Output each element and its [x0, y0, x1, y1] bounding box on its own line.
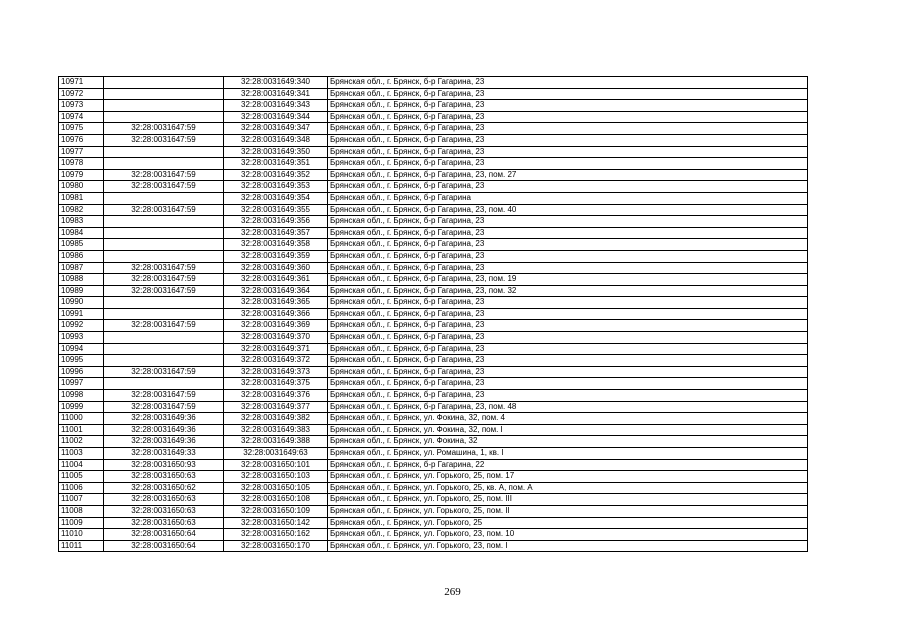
source-cadastral-number-cell	[104, 146, 224, 158]
row-number-cell: 10994	[59, 343, 104, 355]
cadastral-number-cell: 32:28:0031649:351	[224, 158, 328, 170]
source-cadastral-number-cell: 32:28:0031649:36	[104, 424, 224, 436]
cadastral-number-cell: 32:28:0031649:355	[224, 204, 328, 216]
address-cell: Брянская обл., г. Брянск, б-р Гагарина, 23, пом. 27	[328, 169, 808, 181]
row-number-cell: 11004	[59, 459, 104, 471]
cadastral-number-cell: 32:28:0031649:383	[224, 424, 328, 436]
table-row	[59, 250, 808, 262]
source-cadastral-number-cell: 32:28:0031649:36	[104, 436, 224, 448]
source-cadastral-number-cell: 32:28:0031647:59	[104, 401, 224, 413]
source-cadastral-number-cell: 32:28:0031647:59	[104, 134, 224, 146]
source-cadastral-number-cell: 32:28:0031650:64	[104, 540, 224, 552]
table-row	[59, 308, 808, 320]
table-row	[59, 204, 808, 216]
address-cell: Брянская обл., г. Брянск, б-р Гагарина, 23	[328, 355, 808, 367]
row-number-cell: 10977	[59, 146, 104, 158]
address-cell: Брянская обл., г. Брянск, б-р Гагарина	[328, 192, 808, 204]
row-number-cell: 10971	[59, 77, 104, 89]
cadastral-number-cell: 32:28:0031649:382	[224, 413, 328, 425]
row-number-cell: 10993	[59, 332, 104, 344]
table-row	[59, 343, 808, 355]
source-cadastral-number-cell: 32:28:0031647:59	[104, 274, 224, 286]
source-cadastral-number-cell	[104, 88, 224, 100]
row-number-cell: 11006	[59, 482, 104, 494]
cadastral-number-cell: 32:28:0031649:376	[224, 390, 328, 402]
cadastral-number-cell: 32:28:0031649:373	[224, 366, 328, 378]
cadastral-number-cell: 32:28:0031650:103	[224, 471, 328, 483]
table-row	[59, 181, 808, 193]
address-cell: Брянская обл., г. Брянск, б-р Гагарина, 23	[328, 332, 808, 344]
address-cell: Брянская обл., г. Брянск, б-р Гагарина, 23	[328, 227, 808, 239]
cadastral-number-cell: 32:28:0031649:360	[224, 262, 328, 274]
cadastral-number-cell: 32:28:0031649:358	[224, 239, 328, 251]
cadastral-number-cell: 32:28:0031649:365	[224, 297, 328, 309]
source-cadastral-number-cell	[104, 250, 224, 262]
cadastral-number-cell: 32:28:0031649:344	[224, 111, 328, 123]
table-row	[59, 529, 808, 541]
table-row	[59, 88, 808, 100]
address-cell: Брянская обл., г. Брянск, б-р Гагарина, 23	[328, 77, 808, 89]
row-number-cell: 10978	[59, 158, 104, 170]
cadastral-number-cell: 32:28:0031649:353	[224, 181, 328, 193]
address-cell: Брянская обл., г. Брянск, б-р Гагарина, 23	[328, 262, 808, 274]
address-cell: Брянская обл., г. Брянск, б-р Гагарина, 23	[328, 111, 808, 123]
address-cell: Брянская обл., г. Брянск, ул. Горького, 25, пом. III	[328, 494, 808, 506]
cadastral-number-cell: 32:28:0031649:364	[224, 285, 328, 297]
cadastral-registry-table	[58, 76, 808, 552]
source-cadastral-number-cell	[104, 332, 224, 344]
table-row	[59, 517, 808, 529]
address-cell: Брянская обл., г. Брянск, ул. Фокина, 32, пом. I	[328, 424, 808, 436]
row-number-cell: 10985	[59, 239, 104, 251]
address-cell: Брянская обл., г. Брянск, б-р Гагарина, 23	[328, 343, 808, 355]
table-row	[59, 285, 808, 297]
row-number-cell: 10987	[59, 262, 104, 274]
address-cell: Брянская обл., г. Брянск, б-р Гагарина, 23	[328, 100, 808, 112]
row-number-cell: 10973	[59, 100, 104, 112]
row-number-cell: 10998	[59, 390, 104, 402]
row-number-cell: 10974	[59, 111, 104, 123]
registry-table-body	[59, 77, 808, 552]
source-cadastral-number-cell	[104, 192, 224, 204]
row-number-cell: 10990	[59, 297, 104, 309]
source-cadastral-number-cell	[104, 308, 224, 320]
address-cell: Брянская обл., г. Брянск, б-р Гагарина, 23	[328, 181, 808, 193]
table-row	[59, 390, 808, 402]
table-row	[59, 424, 808, 436]
cadastral-number-cell: 32:28:0031649:63	[224, 448, 328, 460]
source-cadastral-number-cell	[104, 239, 224, 251]
address-cell: Брянская обл., г. Брянск, б-р Гагарина, 23	[328, 366, 808, 378]
source-cadastral-number-cell	[104, 378, 224, 390]
row-number-cell: 11001	[59, 424, 104, 436]
source-cadastral-number-cell	[104, 227, 224, 239]
cadastral-number-cell: 32:28:0031649:350	[224, 146, 328, 158]
address-cell: Брянская обл., г. Брянск, ул. Ромашина, 1, кв. I	[328, 448, 808, 460]
row-number-cell: 10984	[59, 227, 104, 239]
cadastral-number-cell: 32:28:0031650:108	[224, 494, 328, 506]
address-cell: Брянская обл., г. Брянск, б-р Гагарина, 23, пом. 32	[328, 285, 808, 297]
address-cell: Брянская обл., г. Брянск, б-р Гагарина, 23	[328, 320, 808, 332]
row-number-cell: 11008	[59, 505, 104, 517]
cadastral-number-cell: 32:28:0031650:170	[224, 540, 328, 552]
cadastral-number-cell: 32:28:0031649:341	[224, 88, 328, 100]
cadastral-number-cell: 32:28:0031649:352	[224, 169, 328, 181]
cadastral-number-cell: 32:28:0031649:366	[224, 308, 328, 320]
address-cell: Брянская обл., г. Брянск, б-р Гагарина, 23, пом. 19	[328, 274, 808, 286]
cadastral-number-cell: 32:28:0031649:377	[224, 401, 328, 413]
table-row	[59, 459, 808, 471]
table-row	[59, 100, 808, 112]
cadastral-number-cell: 32:28:0031649:354	[224, 192, 328, 204]
row-number-cell: 11002	[59, 436, 104, 448]
cadastral-number-cell: 32:28:0031649:357	[224, 227, 328, 239]
source-cadastral-number-cell	[104, 77, 224, 89]
table-row	[59, 192, 808, 204]
table-row	[59, 378, 808, 390]
table-row	[59, 332, 808, 344]
address-cell: Брянская обл., г. Брянск, ул. Фокина, 32, пом. 4	[328, 413, 808, 425]
table-row	[59, 158, 808, 170]
source-cadastral-number-cell	[104, 158, 224, 170]
address-cell: Брянская обл., г. Брянск, б-р Гагарина, 23	[328, 239, 808, 251]
address-cell: Брянская обл., г. Брянск, б-р Гагарина, 23	[328, 123, 808, 135]
source-cadastral-number-cell	[104, 111, 224, 123]
cadastral-number-cell: 32:28:0031649:343	[224, 100, 328, 112]
page-number: 269	[444, 586, 461, 598]
source-cadastral-number-cell: 32:28:0031647:59	[104, 285, 224, 297]
row-number-cell: 10986	[59, 250, 104, 262]
cadastral-number-cell: 32:28:0031649:359	[224, 250, 328, 262]
table-row	[59, 239, 808, 251]
row-number-cell: 11010	[59, 529, 104, 541]
address-cell: Брянская обл., г. Брянск, ул. Горького, 25, пом. 17	[328, 471, 808, 483]
source-cadastral-number-cell: 32:28:0031650:63	[104, 517, 224, 529]
table-row	[59, 123, 808, 135]
row-number-cell: 10997	[59, 378, 104, 390]
address-cell: Брянская обл., г. Брянск, б-р Гагарина, 23	[328, 216, 808, 228]
row-number-cell: 11011	[59, 540, 104, 552]
row-number-cell: 10982	[59, 204, 104, 216]
table-row	[59, 436, 808, 448]
row-number-cell: 10992	[59, 320, 104, 332]
address-cell: Брянская обл., г. Брянск, ул. Горького, 25, кв. А, пом. А	[328, 482, 808, 494]
address-cell: Брянская обл., г. Брянск, б-р Гагарина, 23	[328, 146, 808, 158]
source-cadastral-number-cell: 32:28:0031647:59	[104, 366, 224, 378]
address-cell: Брянская обл., г. Брянск, б-р Гагарина, 23	[328, 250, 808, 262]
address-cell: Брянская обл., г. Брянск, ул. Горького, 25	[328, 517, 808, 529]
row-number-cell: 10991	[59, 308, 104, 320]
table-row	[59, 320, 808, 332]
table-row	[59, 146, 808, 158]
row-number-cell: 11007	[59, 494, 104, 506]
cadastral-number-cell: 32:28:0031650:142	[224, 517, 328, 529]
source-cadastral-number-cell: 32:28:0031647:59	[104, 204, 224, 216]
address-cell: Брянская обл., г. Брянск, б-р Гагарина, 23	[328, 158, 808, 170]
table-row	[59, 413, 808, 425]
table-row	[59, 216, 808, 228]
table-row	[59, 366, 808, 378]
cadastral-number-cell: 32:28:0031649:340	[224, 77, 328, 89]
address-cell: Брянская обл., г. Брянск, ул. Горького, 23, пом. 10	[328, 529, 808, 541]
cadastral-number-cell: 32:28:0031650:109	[224, 505, 328, 517]
table-row	[59, 494, 808, 506]
cadastral-number-cell: 32:28:0031649:370	[224, 332, 328, 344]
row-number-cell: 10976	[59, 134, 104, 146]
address-cell: Брянская обл., г. Брянск, ул. Горького, 23, пом. I	[328, 540, 808, 552]
row-number-cell: 11000	[59, 413, 104, 425]
row-number-cell: 10983	[59, 216, 104, 228]
row-number-cell: 11003	[59, 448, 104, 460]
table-row	[59, 471, 808, 483]
table-row	[59, 111, 808, 123]
source-cadastral-number-cell	[104, 216, 224, 228]
address-cell: Брянская обл., г. Брянск, б-р Гагарина, 23	[328, 297, 808, 309]
source-cadastral-number-cell	[104, 355, 224, 367]
table-row	[59, 274, 808, 286]
address-cell: Брянская обл., г. Брянск, б-р Гагарина, 23	[328, 134, 808, 146]
table-row	[59, 540, 808, 552]
table-row	[59, 505, 808, 517]
source-cadastral-number-cell: 32:28:0031647:59	[104, 181, 224, 193]
row-number-cell: 10995	[59, 355, 104, 367]
source-cadastral-number-cell: 32:28:0031647:59	[104, 169, 224, 181]
source-cadastral-number-cell: 32:28:0031650:63	[104, 471, 224, 483]
address-cell: Брянская обл., г. Брянск, б-р Гагарина, 23	[328, 88, 808, 100]
table-row	[59, 448, 808, 460]
table-row	[59, 401, 808, 413]
row-number-cell: 10979	[59, 169, 104, 181]
source-cadastral-number-cell: 32:28:0031647:59	[104, 262, 224, 274]
address-cell: Брянская обл., г. Брянск, ул. Фокина, 32	[328, 436, 808, 448]
table-row	[59, 262, 808, 274]
row-number-cell: 10988	[59, 274, 104, 286]
address-cell: Брянская обл., г. Брянск, б-р Гагарина, 23	[328, 308, 808, 320]
cadastral-number-cell: 32:28:0031649:371	[224, 343, 328, 355]
source-cadastral-number-cell: 32:28:0031647:59	[104, 390, 224, 402]
table-row	[59, 169, 808, 181]
source-cadastral-number-cell: 32:28:0031650:63	[104, 494, 224, 506]
table-row	[59, 355, 808, 367]
row-number-cell: 10980	[59, 181, 104, 193]
row-number-cell: 10981	[59, 192, 104, 204]
source-cadastral-number-cell: 32:28:0031650:63	[104, 505, 224, 517]
row-number-cell: 11005	[59, 471, 104, 483]
row-number-cell: 11009	[59, 517, 104, 529]
source-cadastral-number-cell: 32:28:0031649:33	[104, 448, 224, 460]
cadastral-number-cell: 32:28:0031650:162	[224, 529, 328, 541]
cadastral-number-cell: 32:28:0031649:372	[224, 355, 328, 367]
cadastral-number-cell: 32:28:0031650:105	[224, 482, 328, 494]
address-cell: Брянская обл., г. Брянск, б-р Гагарина, 23	[328, 378, 808, 390]
table-row	[59, 227, 808, 239]
source-cadastral-number-cell	[104, 100, 224, 112]
row-number-cell: 10972	[59, 88, 104, 100]
table-row	[59, 297, 808, 309]
cadastral-number-cell: 32:28:0031649:356	[224, 216, 328, 228]
cadastral-number-cell: 32:28:0031649:348	[224, 134, 328, 146]
address-cell: Брянская обл., г. Брянск, б-р Гагарина, 23, пом. 40	[328, 204, 808, 216]
source-cadastral-number-cell	[104, 343, 224, 355]
source-cadastral-number-cell: 32:28:0031647:59	[104, 123, 224, 135]
source-cadastral-number-cell: 32:28:0031650:93	[104, 459, 224, 471]
address-cell: Брянская обл., г. Брянск, б-р Гагарина, 22	[328, 459, 808, 471]
cadastral-number-cell: 32:28:0031649:361	[224, 274, 328, 286]
table-row	[59, 134, 808, 146]
source-cadastral-number-cell	[104, 297, 224, 309]
cadastral-number-cell: 32:28:0031649:375	[224, 378, 328, 390]
row-number-cell: 10996	[59, 366, 104, 378]
table-row	[59, 482, 808, 494]
cadastral-number-cell: 32:28:0031649:388	[224, 436, 328, 448]
cadastral-number-cell: 32:28:0031649:347	[224, 123, 328, 135]
source-cadastral-number-cell: 32:28:0031647:59	[104, 320, 224, 332]
source-cadastral-number-cell: 32:28:0031649:36	[104, 413, 224, 425]
cadastral-number-cell: 32:28:0031650:101	[224, 459, 328, 471]
table-row	[59, 77, 808, 89]
address-cell: Брянская обл., г. Брянск, б-р Гагарина, 23, пом. 48	[328, 401, 808, 413]
source-cadastral-number-cell: 32:28:0031650:64	[104, 529, 224, 541]
row-number-cell: 10999	[59, 401, 104, 413]
source-cadastral-number-cell: 32:28:0031650:62	[104, 482, 224, 494]
address-cell: Брянская обл., г. Брянск, б-р Гагарина, 23	[328, 390, 808, 402]
row-number-cell: 10989	[59, 285, 104, 297]
address-cell: Брянская обл., г. Брянск, ул. Горького, 25, пом. II	[328, 505, 808, 517]
cadastral-number-cell: 32:28:0031649:369	[224, 320, 328, 332]
row-number-cell: 10975	[59, 123, 104, 135]
